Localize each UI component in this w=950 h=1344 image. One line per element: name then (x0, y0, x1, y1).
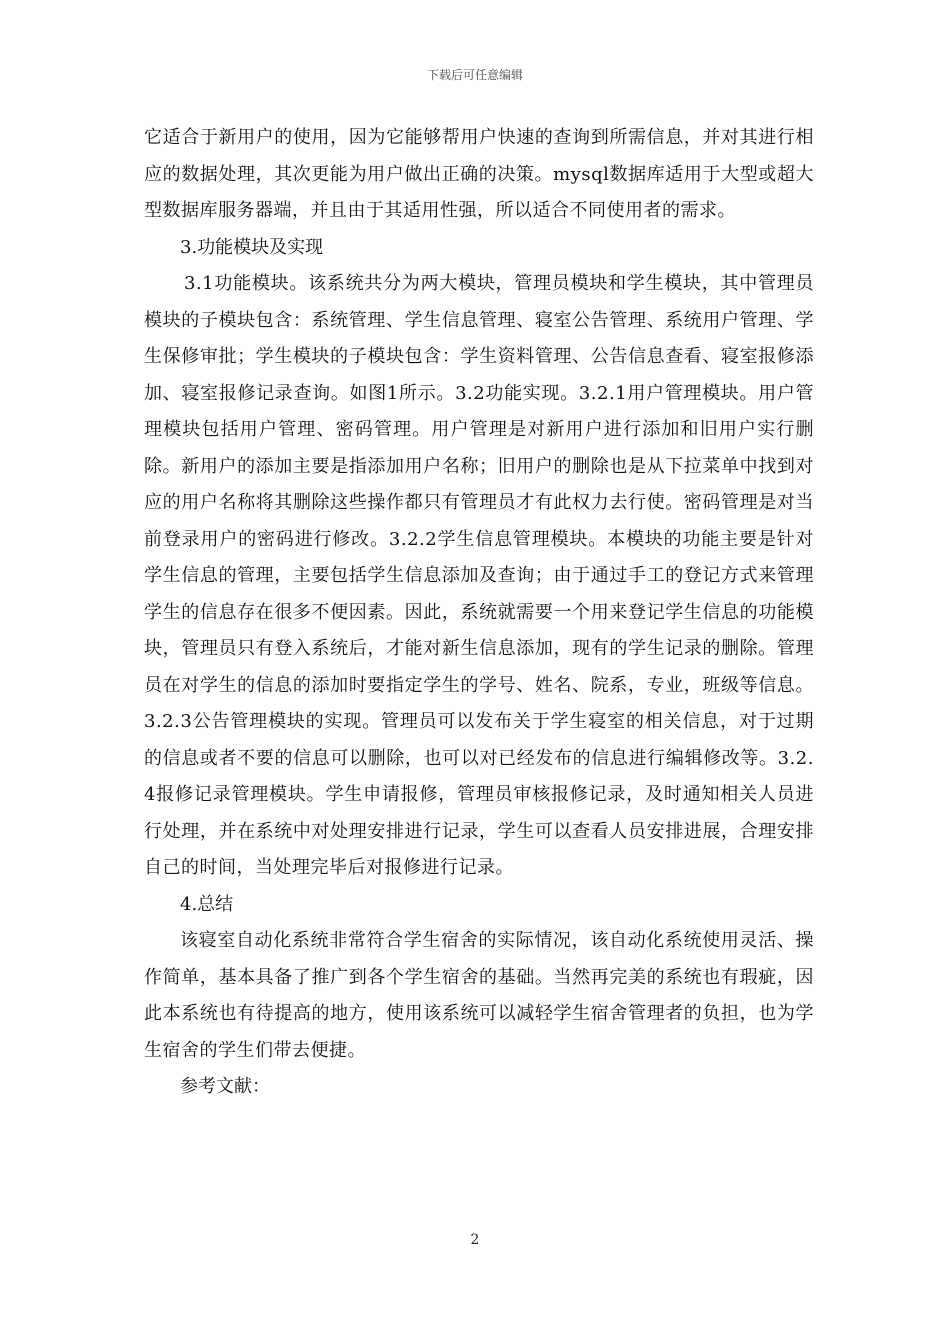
page-header-note: 下载后可任意编辑 (426, 68, 523, 82)
references-label: 参考文献： (180, 1076, 270, 1097)
section-heading-3: 3.功能模块及实现 (180, 236, 324, 258)
paragraph-intro: 它适合于新用户的使用，因为它能够帮用户快速的查询到所需信息，并对其进行相应的数据处理，其次更能为用户做出正确的决策。mysql数据库适用于大型或超大型数据库服务器端，并且由于其适用性强，所以适合不同使用者的需求。 (144, 127, 814, 221)
page-number: 2 (470, 1232, 480, 1248)
section-heading-4: 4.总结 (180, 893, 234, 915)
document-body (144, 120, 814, 1106)
paragraph-function-modules: 3.1功能模块。该系统共分为两大模块，管理员模块和学生模块，其中管理员模块的子模块包含：系统管理、学生信息管理、寝室公告管理、系统用户管理、学生保修审批；学生模块的子模块包含：学生资料管理、公告信息查看、寝室报修添加、寝室报修记录查询。如图1所示。3.2功能实现。3.2.1用户管理模块。用户管理模块包括用户管理、密码管理。用户管理是对新用户进行添加和旧用户实行删除。新用户的添加主要是指添加用户名称；旧用户的删除也是从下拉菜单中找到对应的用户名称将其删除这些操作都只有管理员才有此权力去行使。密码管理是对当前登录用户的密码进行修改。3.2.2学生信息管理模块。本模块的功能主要是针对学生信息的管理，主要包括学生信息添加及查询；由于通过手工的登记方式来管理学生的信息存在很多不便因素。因此，系统就需要一个用来登记学生信息的功能模块，管理员只有登入系统后，才能对新生信息添加，现有的学生记录的删除。管理员在对学生的信息的添加时要指定学生的学号、姓名、院系，专业，班级等信息。3.2.3公告管理模块的实现。管理员可以发布关于学生寝室的相关信息，对于过期的信息或者不要的信息可以删除，也可以对已经发布的信息进行编辑修改等。3.2.4报修记录管理模块。学生申请报修，管理员审核报修记录，及时通知相关人员进行处理，并在系统中对处理安排进行记录，学生可以查看人员安排进展，合理安排自己的时间，当处理完毕后对报修进行记录。 (144, 273, 814, 878)
paragraph-summary: 该寝室自动化系统非常符合学生宿舍的实际情况，该自动化系统使用灵活、操作简单，基本具备了推广到各个学生宿舍的基础。当然再完美的系统也有瑕疵，因此本系统也有待提高的地方，使用该系统可以减轻学生宿舍管理者的负担，也为学生宿舍的学生们带去便捷。 (144, 930, 814, 1061)
